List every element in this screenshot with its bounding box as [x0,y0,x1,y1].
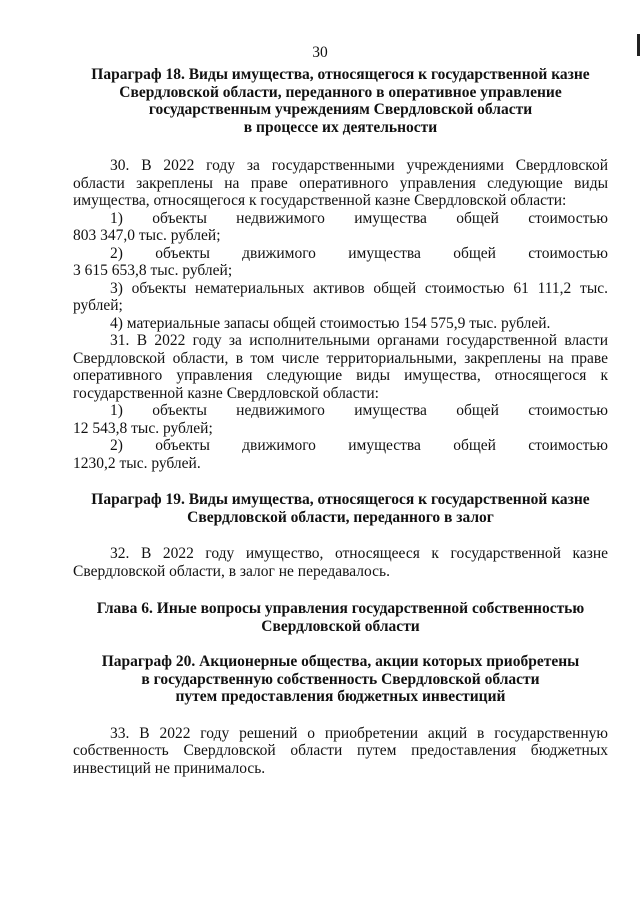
item-line: 12 543,8 тыс. рублей; [73,419,213,437]
clause-30-item-3 [73,280,608,315]
heading-line: Параграф 18. Виды имущества, относящегося к государственной казне [91,66,590,83]
heading-line: путем предоставления бюджетных инвестиций [175,688,506,705]
item-line: 2) объекты движимого имущества общей стоимостью [110,244,608,262]
heading-line: Параграф 19. Виды имущества, относящегося к государственной казне [91,491,590,508]
heading-line: в процессе их деятельности [243,118,438,136]
heading-line: Свердловской области, переданного в оперативное управление [119,83,562,101]
clause-31-item-1 [73,402,608,437]
heading-line: в государственную собственность Свердловской области [141,670,540,688]
paragraph-18-heading [73,66,608,136]
chapter-6-heading [73,600,608,635]
clause-30-item-1 [73,210,608,245]
item-line: 803 347,0 тыс. рублей; [73,227,221,244]
clause-32: 32. В 2022 году имущество, относящееся к государственной казне Свердловской области, в залог не передавалось. [73,545,608,580]
clause-30-item-2 [73,245,608,280]
item-line: 2) объекты движимого имущества общей стоимостью [110,437,608,454]
clause-30: 30. В 2022 году за государственными учреждениями Свердловской области закреплены на праве оперативного управления следующие виды имущества, относящегося к государственной казне Свердловской области: [73,157,608,209]
heading-line: Параграф 20. Акционерные общества, акции которых приобретены [101,653,580,670]
heading-line: государственным учреждениям Свердловской области [148,101,533,118]
item-line: 3 615 653,8 тыс. рублей; [73,262,233,279]
clause-31-item-2 [73,437,608,472]
item-line: 4) материальные запасы общей стоимостью 154 575,9 тыс. рублей. [110,314,551,332]
page-content [73,66,608,777]
clause-31: 31. В 2022 году за исполнительными органами государственной власти Свердловской области, в том числе территориальными, закреплены на праве оперативного управления следующие виды имущества, относящегося к государственной казне Свердловской области: [73,332,608,402]
item-line: 3) объекты нематериальных активов общей стоимостью 61 111,2 тыс. рублей; [73,279,608,314]
page-number: 30 [312,44,328,61]
paragraph-19-heading [73,491,608,526]
item-line: 1) объекты недвижимого имущества общей стоимостью [110,209,608,227]
paragraph-20-heading [73,653,608,706]
heading-line: Глава 6. Иные вопросы управления государственной собственностью [96,600,585,617]
item-line: 1) объекты недвижимого имущества общей стоимостью [110,402,608,419]
item-line: 1230,2 тыс. рублей. [73,454,201,472]
heading-line: Свердловской области, переданного в залог [187,508,494,526]
clause-30-item-4 [73,315,608,333]
heading-line: Свердловской области [261,617,420,635]
clause-33: 33. В 2022 году решений о приобретении акций в государственную собственность Свердловской области путем предоставления бюджетных инвестиций не принималось. [73,724,608,777]
